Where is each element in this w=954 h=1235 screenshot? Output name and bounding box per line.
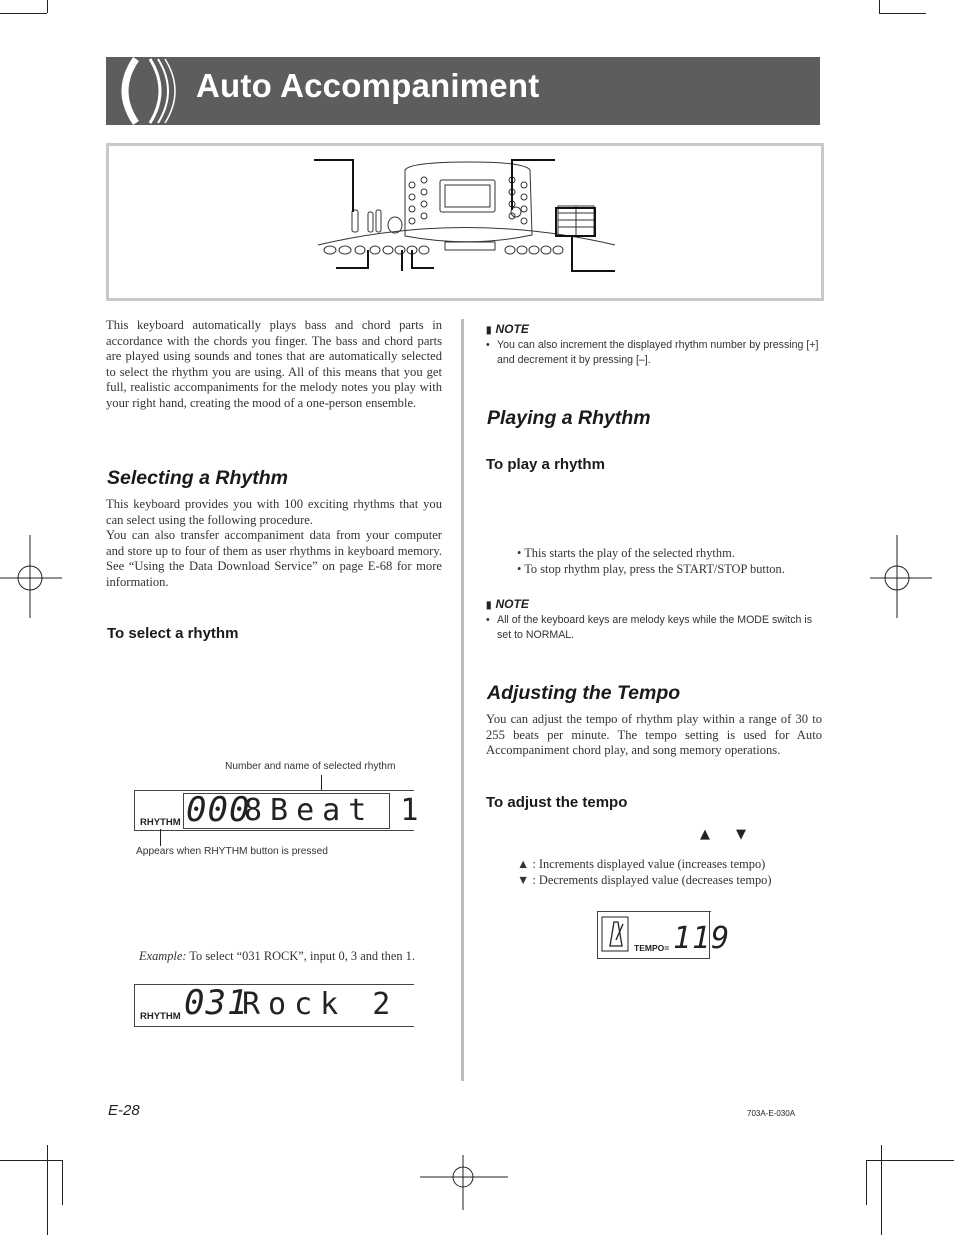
lcd-border xyxy=(134,830,414,831)
bullet-start-play: • This starts the play of the selected rhythm. xyxy=(517,546,735,560)
lcd-border xyxy=(134,984,414,985)
crop-mark xyxy=(0,13,47,14)
note-text-increment: You can also increment the displayed rhythm number by pressing [+] and decrement it by pressing [–]. xyxy=(497,339,819,366)
lcd-rhythm-number: 031 xyxy=(184,983,249,1023)
page-number: E-28 xyxy=(108,1102,140,1119)
lcd-border xyxy=(597,911,711,912)
tempo-down-arrow-icon: ▼ xyxy=(736,827,746,842)
lcd-border xyxy=(134,984,135,1026)
section-heading-playing: Playing a Rhythm xyxy=(487,407,651,429)
callout-leader xyxy=(160,829,161,846)
registration-mark-bottom xyxy=(420,1155,510,1215)
header-arc-ornament xyxy=(106,57,186,125)
crop-mark xyxy=(879,13,926,14)
note-bullet: • xyxy=(486,614,490,626)
note-icon: ▮ xyxy=(486,600,492,611)
registration-mark-right xyxy=(870,530,932,620)
crop-mark xyxy=(879,0,880,13)
selecting-paragraph-1: This keyboard provides you with 100 exciting rhythms that you can select using the following procedure. xyxy=(106,497,442,527)
subheading-select-rhythm: To select a rhythm xyxy=(107,625,239,642)
example-line xyxy=(139,949,415,964)
lcd-border xyxy=(134,790,135,830)
callout-rhythm-indicator: Appears when RHYTHM button is pressed xyxy=(136,846,328,857)
crop-mark xyxy=(0,1160,62,1161)
crop-mark xyxy=(62,1160,63,1205)
selecting-paragraph-2: You can also transfer accompaniment data from your computer and store up to four of them as user rhythms in keyboard memory. See “Using the Data Download Service” on page E-68 for more information. xyxy=(106,528,442,589)
bullet-stop-play: • To stop rhythm play, press the START/STOP button. xyxy=(517,562,785,576)
lcd-border xyxy=(597,958,710,959)
subheading-adjust-tempo: To adjust the tempo xyxy=(486,794,628,811)
crop-mark xyxy=(866,1160,954,1161)
callout-rhythm-name: Number and name of selected rhythm xyxy=(225,761,396,772)
registration-mark-left xyxy=(0,530,62,620)
lcd-tempo-value: 119 xyxy=(673,921,731,956)
note-heading: ▮ NOTE xyxy=(486,597,529,611)
tempo-increment-desc: ▲ : Increments displayed value (increases tempo) xyxy=(517,857,766,871)
example-label: Example: xyxy=(139,949,187,963)
note-bullet: • xyxy=(486,339,490,351)
section-heading-selecting: Selecting a Rhythm xyxy=(107,467,288,489)
crop-mark xyxy=(47,0,48,13)
crop-mark xyxy=(47,1145,48,1235)
lcd-rhythm-number: 000 xyxy=(186,790,251,830)
metronome-icon xyxy=(601,916,629,952)
note-icon: ▮ xyxy=(486,325,492,336)
intro-paragraph: This keyboard automatically plays bass and chord parts in accordance with the chords you finger. The bass and chord parts are played using sounds and tones that are automatically selected to select the rhythm you are using. All of this means that you get full, realistic accompaniments for the melody notes you play with your right hand, creating the mood of a one-person ensemble. xyxy=(106,318,442,410)
crop-mark xyxy=(866,1160,867,1205)
tempo-decrement-desc: ▼ : Decrements displayed value (decreases tempo) xyxy=(517,873,772,887)
crop-mark xyxy=(881,1145,882,1235)
example-text: To select “031 ROCK”, input 0, 3 and then 1. xyxy=(189,949,415,963)
column-divider xyxy=(461,319,464,1081)
rhythm-indicator: RHYTHM xyxy=(140,1011,181,1022)
document-code: 703A-E-030A xyxy=(747,1109,796,1118)
subheading-play-rhythm: To play a rhythm xyxy=(486,456,605,473)
lcd-border xyxy=(597,911,598,959)
tempo-indicator: TEMPO= xyxy=(634,943,670,953)
rhythm-indicator: RHYTHM xyxy=(140,817,181,828)
page-title: Auto Accompaniment xyxy=(196,67,540,104)
lcd-rhythm-name: Rock 2 xyxy=(242,987,399,1022)
lcd-border xyxy=(134,1026,414,1027)
tempo-up-arrow-icon: ▲ xyxy=(700,827,710,842)
callout-leader xyxy=(321,775,322,790)
section-heading-tempo: Adjusting the Tempo xyxy=(487,682,681,704)
tempo-paragraph: You can adjust the tempo of rhythm play within a range of 30 to 255 beats per minute. The tempo setting is used for Auto Accompaniment chord play, and song memory operations. xyxy=(486,712,822,757)
note-text-melody-keys: All of the keyboard keys are melody keys while the MODE switch is set to NORMAL. xyxy=(497,614,812,641)
lcd-border xyxy=(134,790,414,791)
note-heading: ▮ NOTE xyxy=(486,322,529,336)
keyboard-panel-illustration xyxy=(300,150,630,290)
lcd-rhythm-name: 8Beat 1 xyxy=(244,793,427,828)
